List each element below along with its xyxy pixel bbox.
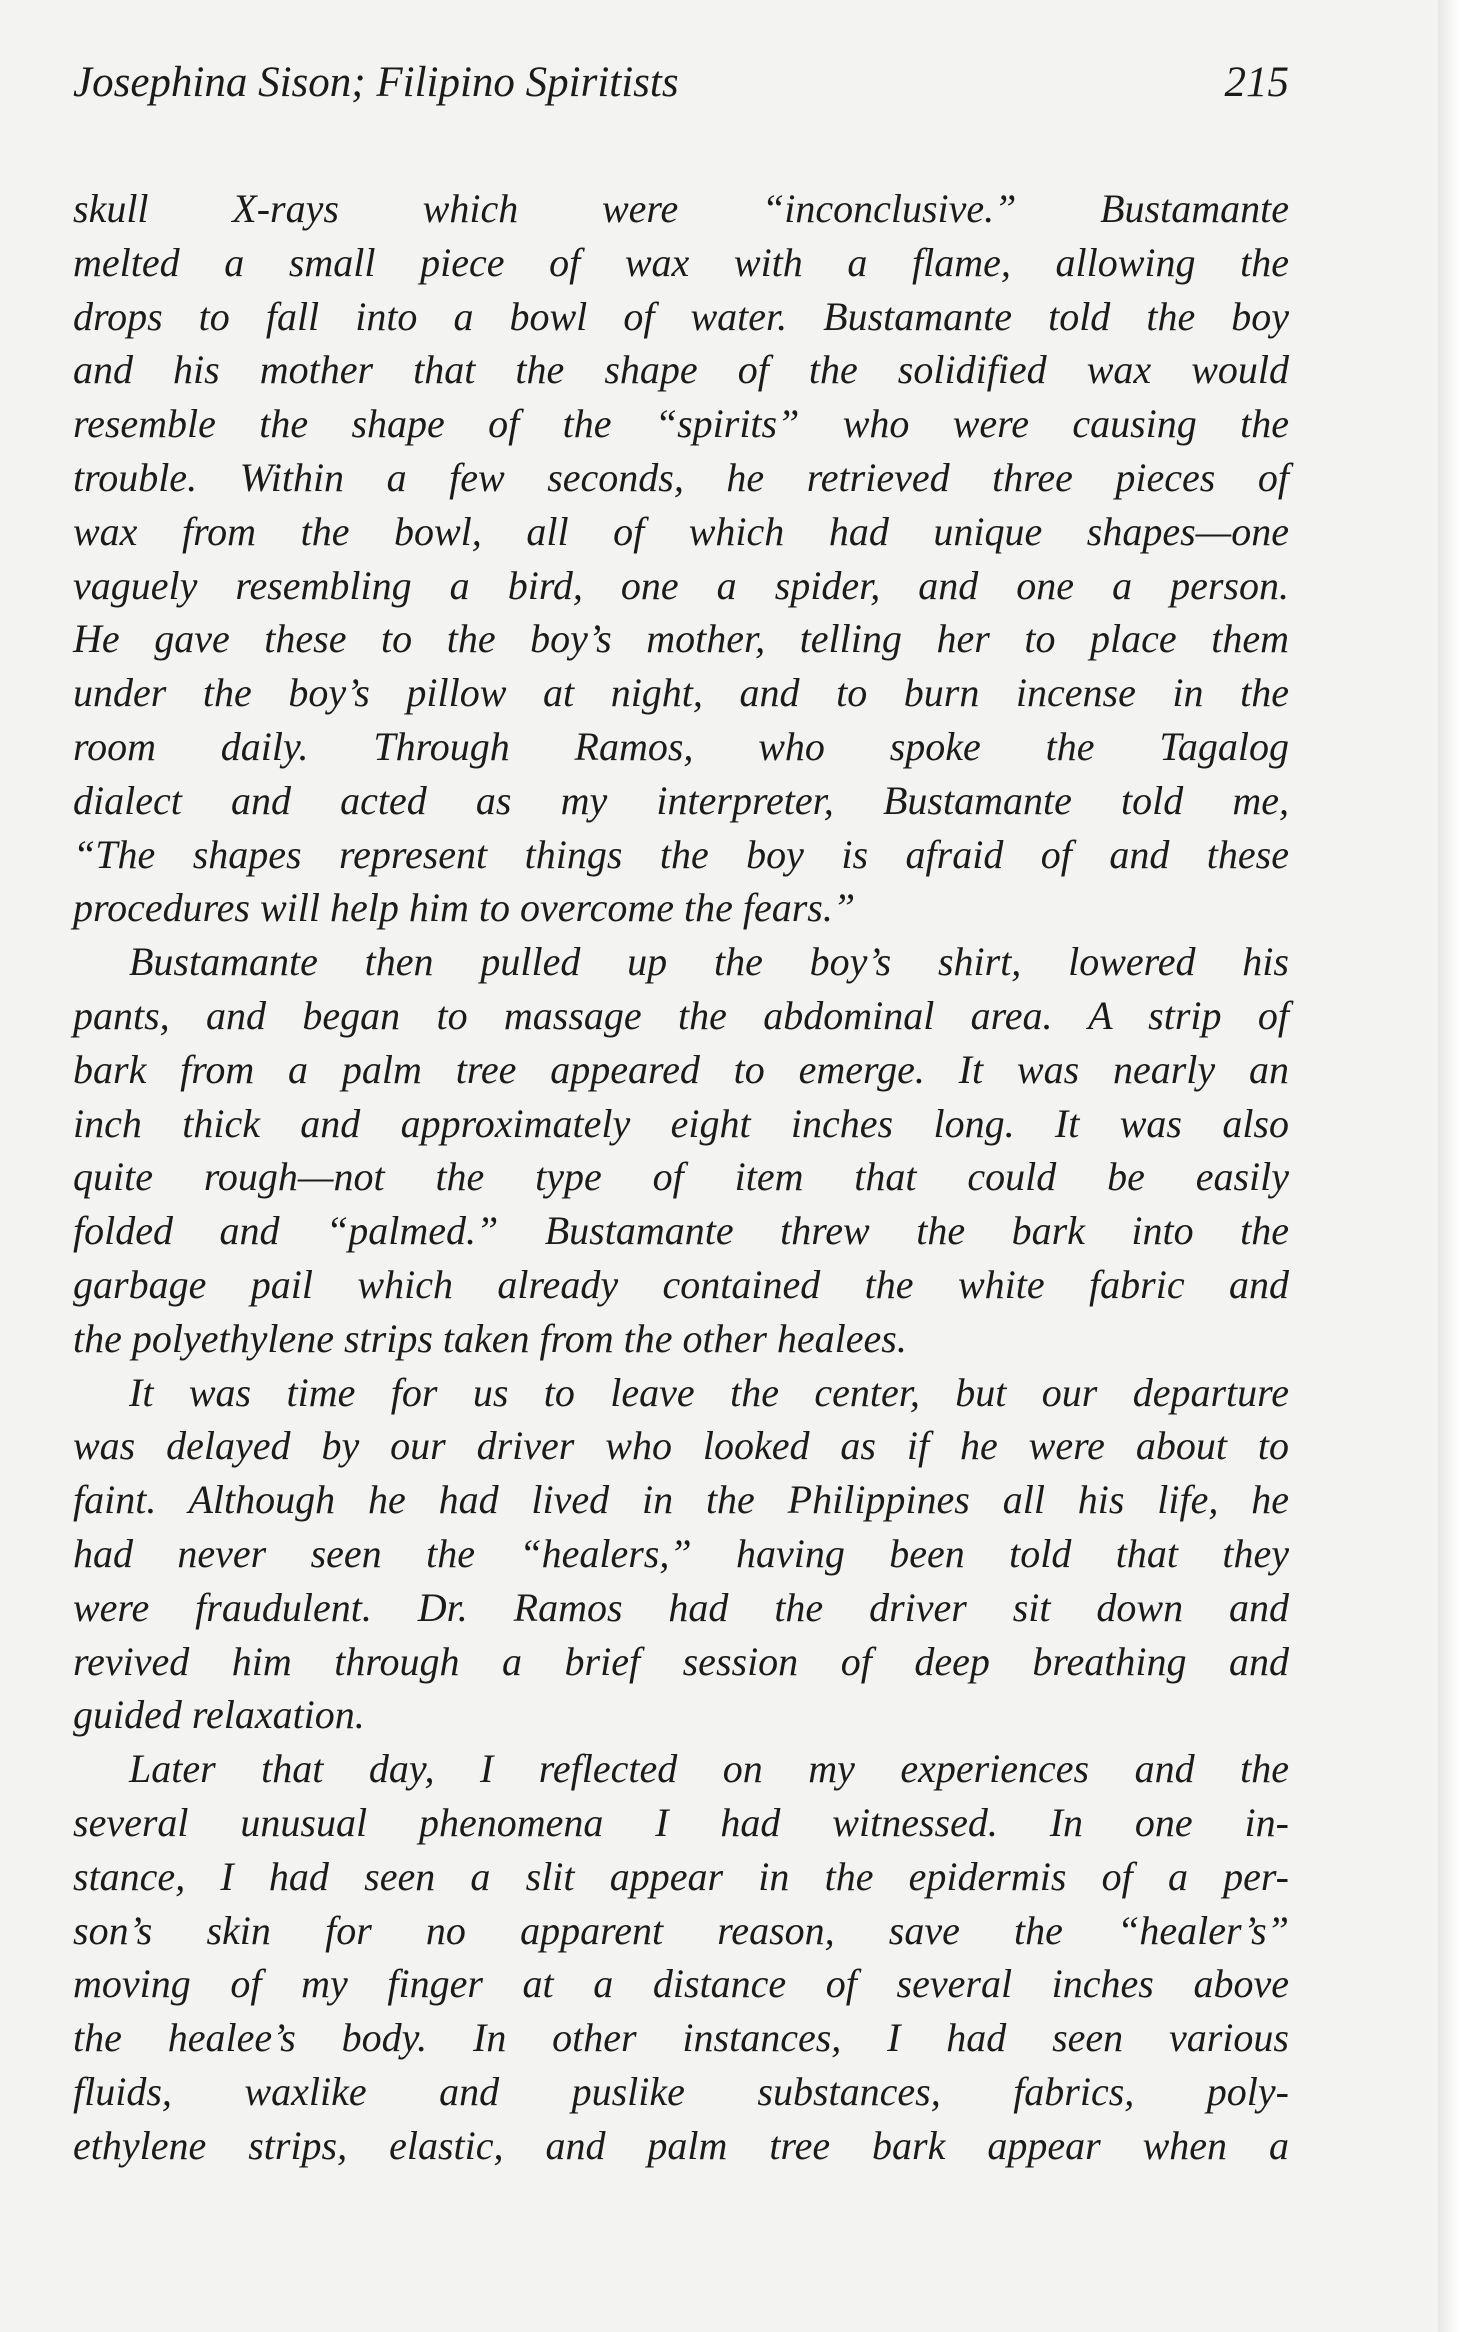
- text-line: drops to fall into a bowl of water. Bustamante told the boy: [73, 293, 1289, 339]
- text-line: It was time for us to leave the center, but our departure: [129, 1369, 1289, 1415]
- running-header: [73, 58, 1289, 118]
- text-line: the healee’s body. In other instances, I had seen various: [73, 2015, 1289, 2061]
- text-line: procedures will help him to overcome the fears.”: [73, 885, 856, 931]
- text-line: “The shapes represent things the boy is afraid of and these: [73, 831, 1289, 877]
- text-line: skull X-rays which were “inconclusive.” Bustamante: [73, 186, 1289, 231]
- text-line: room daily. Through Ramos, who spoke the Tagalog: [73, 723, 1289, 769]
- text-line: Later that day, I reflected on my experiences and the: [129, 1746, 1289, 1792]
- page-number: 215: [1224, 59, 1289, 106]
- text-line: wax from the bowl, all of which had unique shapes—one: [73, 508, 1289, 554]
- text-line: dialect and acted as my interpreter, Bustamante told me,: [73, 777, 1289, 823]
- page-edge: [1438, 0, 1477, 2332]
- text-line: were fraudulent. Dr. Ramos had the driver sit down and: [73, 1584, 1289, 1630]
- text-line: fluids, waxlike and puslike substances, fabrics, poly-: [73, 2068, 1289, 2114]
- text-line: stance, I had seen a slit appear in the epidermis of a per-: [73, 1853, 1289, 1899]
- text-line: guided relaxation.: [73, 1692, 365, 1738]
- text-line: under the boy’s pillow at night, and to burn incense in the: [73, 670, 1289, 716]
- text-line: vaguely resembling a bird, one a spider, and one a person.: [73, 562, 1289, 608]
- text-line: several unusual phenomena I had witnessed. In one in-: [73, 1799, 1289, 1845]
- text-line: was delayed by our driver who looked as if he were about to: [73, 1423, 1289, 1469]
- text-line: bark from a palm tree appeared to emerge. It was nearly an: [73, 1046, 1289, 1092]
- text-line: garbage pail which already contained the white fabric and: [73, 1261, 1289, 1307]
- text-line: folded and “palmed.” Bustamante threw the bark into the: [73, 1208, 1289, 1254]
- text-line: faint. Although he had lived in the Philippines all his life, he: [73, 1477, 1289, 1523]
- text-line: inch thick and approximately eight inches long. It was also: [73, 1100, 1289, 1146]
- text-line: He gave these to the boy’s mother, telling her to place them: [73, 616, 1289, 662]
- text-line: moving of my finger at a distance of several inches above: [73, 1961, 1289, 2007]
- text-line: melted a small piece of wax with a flame, allowing the: [73, 239, 1289, 285]
- text-line: ethylene strips, elastic, and palm tree bark appear when a: [73, 2122, 1289, 2168]
- running-head-title: Josephina Sison; Filipino Spiritists: [73, 59, 679, 106]
- text-line: Bustamante then pulled up the boy’s shirt, lowered his: [129, 939, 1289, 985]
- text-line: resemble the shape of the “spirits” who were causing the: [73, 401, 1289, 447]
- text-line: pants, and began to massage the abdominal area. A strip of: [73, 992, 1289, 1038]
- text-line: son’s skin for no apparent reason, save the “healer’s”: [73, 1907, 1289, 1953]
- body-text: [73, 182, 1289, 2172]
- text-line: the polyethylene strips taken from the other healees.: [73, 1315, 907, 1361]
- text-line: quite rough—not the type of item that could be easily: [73, 1154, 1289, 1200]
- text-line: and his mother that the shape of the solidified wax would: [73, 347, 1289, 393]
- text-line: trouble. Within a few seconds, he retrieved three pieces of: [73, 454, 1289, 500]
- text-line: revived him through a brief session of deep breathing and: [73, 1638, 1289, 1684]
- text-line: had never seen the “healers,” having been told that they: [73, 1530, 1289, 1576]
